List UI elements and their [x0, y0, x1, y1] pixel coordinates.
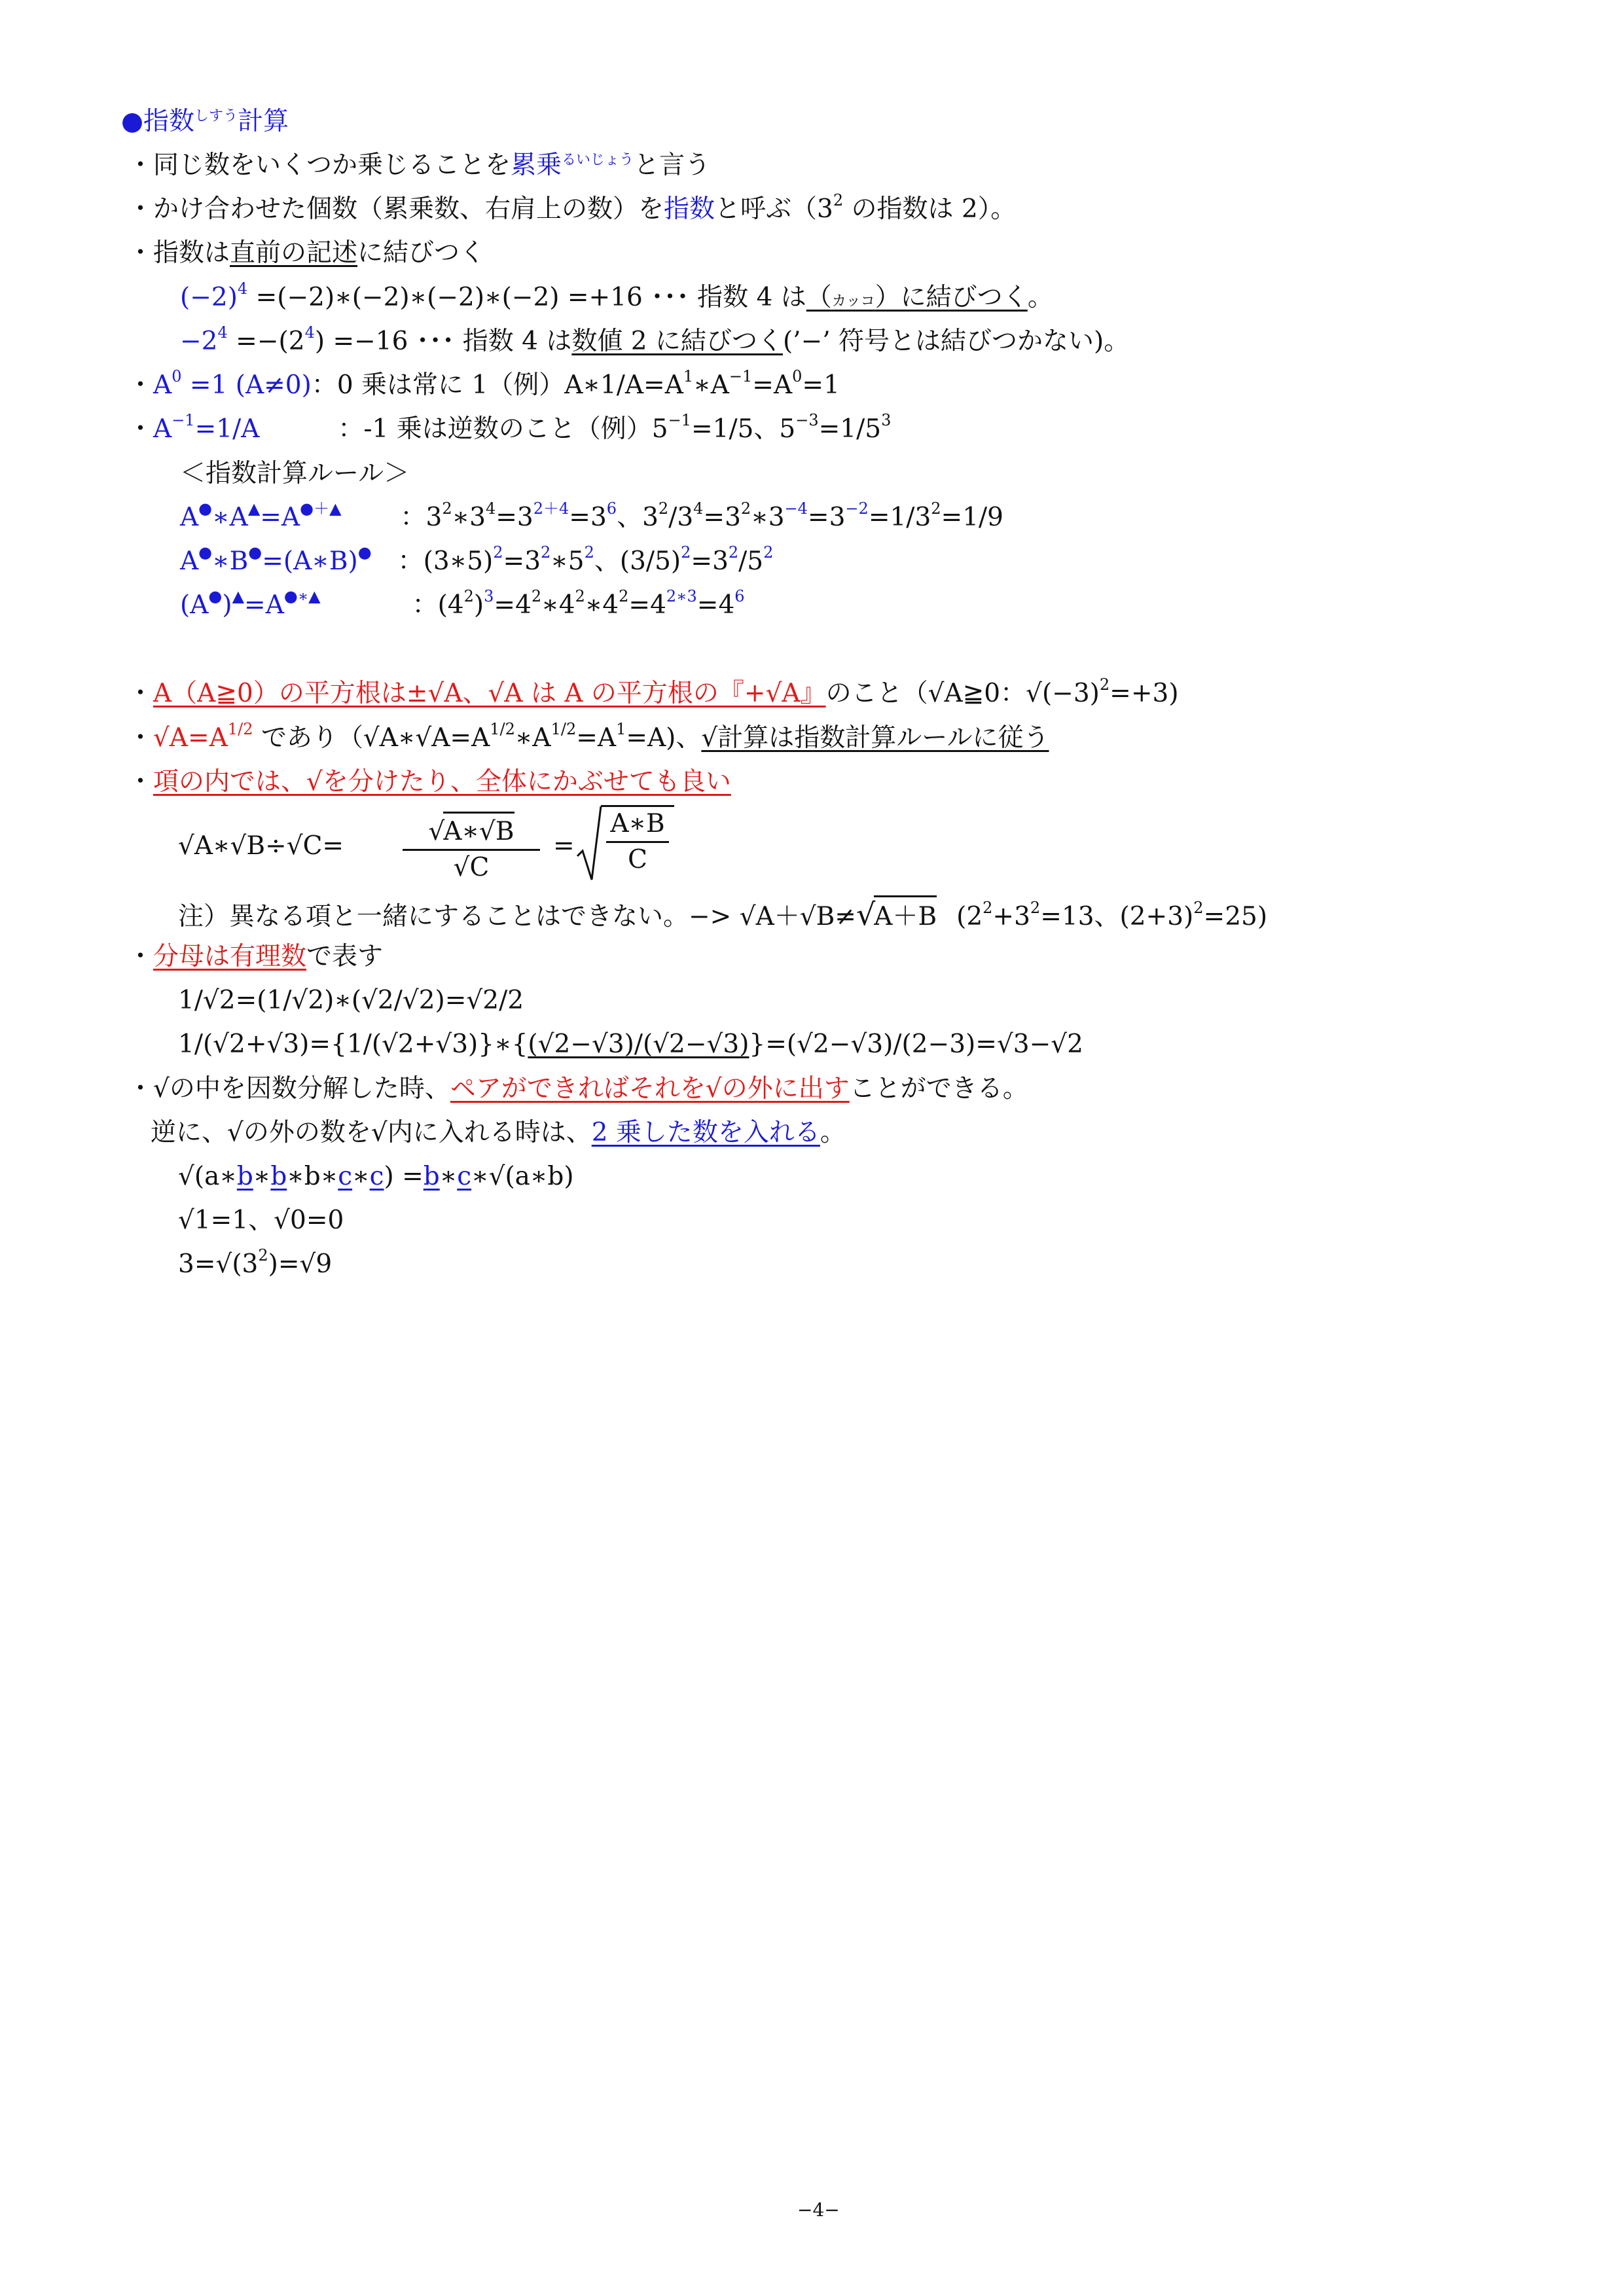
section-title: ●指数$^{しすう}$計算	[121, 107, 289, 136]
note-line: 注）異なる項と一緒にすることはできない。−> √A＋√B≠√A＋B ($2^2+3^2=13$、$(2+3)^2=25$)	[178, 895, 1267, 935]
line-square-inside: 逆に、√の外の数を√内に入れる時は、2 乗した数を入れる。	[151, 1118, 846, 1147]
bullet-circle: ●	[121, 107, 144, 136]
fraction-1: $\frac{√A∗√B}{√C}$	[403, 812, 540, 885]
equation-root-one-zero: √1=1、√0=0	[178, 1206, 344, 1235]
equation-rationalize-1: 1/√2=(1/√2)∗(√2/√2)=√2/2	[178, 986, 524, 1015]
line-root-split-rule: ・項の内では、√を分けたり、全体にかぶせても良い	[128, 767, 731, 797]
example-minus-2-power4: $-2^4 =-(2^4) =-16$ ･･･ 指数 4 は数値 2 に結びつく(’−’ 符号とは結びつかない)。	[180, 323, 1130, 356]
line-minus-one-power: ・$A^{-1}=1/A$ ：-1 乗は逆数のこと（例）$5^{-1}=1/5$、$5^{-3}=1/5^3$	[128, 411, 892, 444]
page-number: −4−	[797, 2199, 840, 2221]
line-rational-denominator: ・分母は有理数で表す	[128, 942, 384, 971]
rule-product-base: A●∗B●=(A∗B)● ：$(3∗5)^2=3^2∗5^2$、$(3/5)^2=3^2/5^2$	[180, 543, 774, 576]
fraction-2: $\frac{A∗B}{C}$	[601, 805, 674, 877]
equation-factor-example: √(a∗b∗b∗b∗c∗c) =b∗c∗√(a∗b)	[178, 1162, 574, 1191]
rules-heading: ＜指数計算ルール＞	[180, 459, 410, 488]
line-root-as-power: ・$√A=A^{1/2}$ であり$(√A∗√A=A^{1/2}∗A^{1/2}=A^1=A)$、√計算は指数計算ルールに従う	[128, 720, 1049, 753]
equation-rationalize-2: 1/(√2+√3)={1/(√2+√3)}∗{(√2−√3)/(√2−√3)}=(√2−√3)/(2−3)=√3−√2	[178, 1030, 1083, 1059]
rule-product: A●∗A▲=A●＋▲ ：$3^2∗3^4=3^{2+4}=3^6$、$3^2/3^4=3^2∗3^{-4}=3^{-2}=1/3^2=1/9$	[180, 499, 1003, 532]
equation-three-root-nine: $3=√(3^2)=√9$	[178, 1246, 333, 1279]
line-factor-root: ・√の中を因数分解した時、ペアができればそれを√の外に出すことができる。	[128, 1074, 1028, 1103]
equation-root-fraction-lhs: √A∗√B÷√C=	[178, 831, 344, 861]
equals-sign: =	[553, 831, 575, 861]
line-exponent-binding: ・指数は直前の記述に結びつく	[128, 238, 486, 268]
big-radical-icon	[576, 804, 602, 882]
example-neg2-power4: $(-2)^4$ =(−2)∗(−2)∗(−2)∗(−2) =+16 ･･･ 指数 4 は（カッコ）に結びつく。	[180, 279, 1053, 312]
line-power-definition: ・同じ数をいくつか乗じることを累乗$^{るいじょう}$と言う	[128, 151, 711, 180]
line-square-root-definition: ・A（A≧0）の平方根は±√A、√A は A の平方根の『+√A』のこと（√A≧0：$√(-3)^2=+3$)	[128, 675, 1179, 708]
rule-power-of-power: (A●)▲=A●∗▲ ：$(4^2)^3=4^2∗4^2∗4^2=4^{2∗3}=4^6$	[180, 587, 745, 620]
line-exponent-definition: ・かけ合わせた個数（累乗数、右肩上の数）を指数と呼ぶ（$3^2$ の指数は 2）。	[128, 191, 1017, 224]
line-zero-power: ・$A^0 =1$ (A≠0)：0 乗は常に 1（例）$A∗1/A=A^1∗A^{-1}=A^0=1$	[128, 367, 840, 400]
